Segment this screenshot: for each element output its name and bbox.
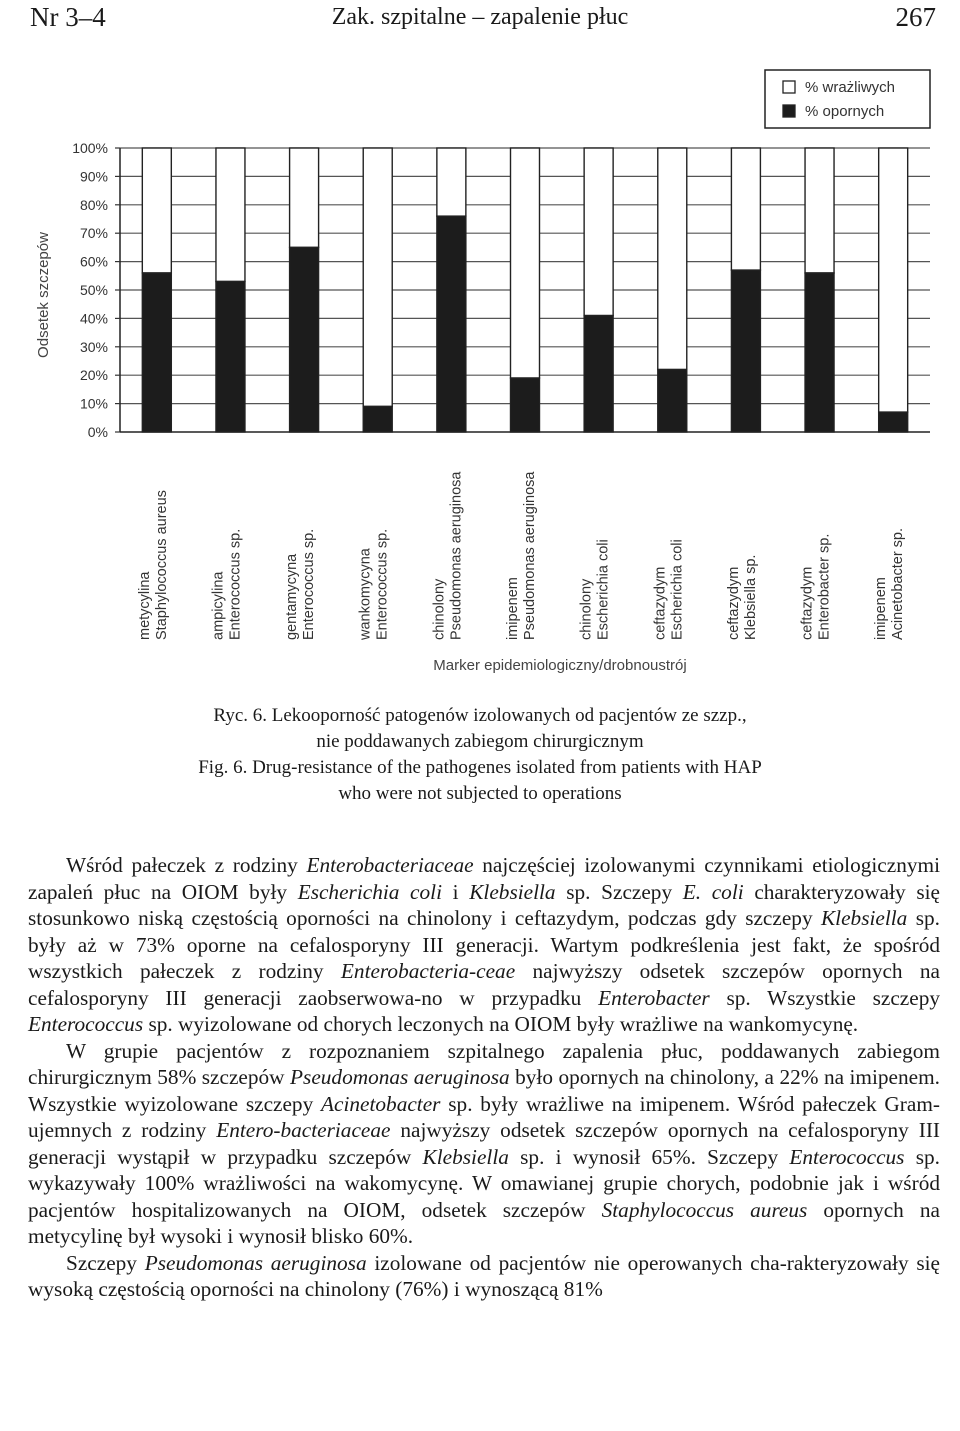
text-run: Wśród pałeczek z rodziny: [66, 853, 307, 877]
paragraph-2: [28, 1038, 940, 1250]
italic-term: Enterobacteriaceae: [306, 853, 474, 877]
y-tick-label: 60%: [79, 253, 108, 270]
x-tick-label: wankomycyna: [357, 548, 374, 640]
text-run: sp. wykazywały 100% wrażliwości na wakomycynę. W omawianej grupie chorych, podobnie jak i wśród pacjentów hospitalizowanych na OIOM, odsetek szczepów: [28, 1144, 940, 1222]
x-tick-label: Escherichia coli: [669, 539, 686, 640]
text-run: sp. były wrażliwe na imipenem. Wśród pałeczek Gram-ujemnych z rodziny: [28, 1091, 940, 1142]
bar-sensitive: [290, 148, 319, 247]
bar-resistant: [879, 412, 908, 432]
bar-sensitive: [879, 148, 908, 412]
x-tick-label: Enterobacter sp.: [816, 533, 833, 640]
text-run: sp. Szczepy: [555, 879, 683, 904]
text-run: opornych na metycylinę był wysoki i wynosił blisko 60%.: [28, 1197, 940, 1248]
chart-legend: [765, 70, 930, 128]
y-tick-label: 40%: [79, 310, 108, 327]
running-header-title: Zak. szpitalne – zapalenie płuc: [331, 4, 629, 30]
legend-swatch-resistant: [783, 105, 795, 117]
bar-sensitive: [584, 148, 613, 316]
y-tick-label: 10%: [79, 395, 108, 412]
bar-sensitive: [437, 148, 466, 216]
caption-en-line-1: Fig. 6. Drug-resistance of the pathogenes isolated from patients with HAP: [198, 757, 762, 778]
text-run: Szczepy: [66, 1250, 145, 1275]
bar-resistant: [511, 378, 540, 432]
legend-swatch-sensitive: [783, 81, 795, 93]
text-run: charakteryzowały się stosunkowo niską częstością oporności na chinolony i ceftazydym, podczas gdy szczepy: [28, 879, 940, 930]
bar-resistant: [142, 273, 171, 432]
italic-term: E. coli: [682, 879, 744, 904]
italic-term: Klebsiella: [820, 906, 908, 930]
legend-label-sensitive: % wrażliwych: [805, 79, 896, 96]
page-number: 267: [895, 2, 936, 32]
italic-term: Acinetobacter: [321, 1091, 441, 1116]
x-tick-label: ampicylina: [210, 571, 227, 640]
italic-term: Pseudomonas aeruginosa: [290, 1065, 510, 1089]
x-tick-label: metycylina: [136, 571, 153, 640]
bar-resistant: [363, 406, 392, 432]
paragraph-3: [28, 1250, 940, 1303]
y-tick-label: 100%: [72, 140, 108, 156]
y-tick-label: 70%: [79, 225, 108, 242]
x-tick-label: chinolony: [431, 578, 448, 640]
text-run: izolowane od pacjentów nie operowanych cha-rakteryzowały się wysoką częstością oporności na chinolony (76%) i wynoszącą 81%: [28, 1250, 940, 1301]
caption-pl-line-2: nie poddawanych zabiegom chirurgicznym: [316, 731, 644, 752]
x-tick-label: gentamycyna: [284, 553, 301, 640]
text-run: sp. i wynosił 65%. Szczepy: [508, 1144, 790, 1169]
caption-pl-line-1: Ryc. 6. Lekooporność patogenów izolowanych od pacjentów ze szzp.,: [213, 705, 747, 726]
bar-resistant: [658, 370, 687, 432]
bar-sensitive: [511, 148, 540, 378]
caption-en-line-2: who were not subjected to operations: [338, 783, 622, 804]
text-run: najwyższy odsetek szczepów opornych na cefalosporyny III generacji wystąpił w przypadku szczepów: [28, 1118, 940, 1169]
x-tick-label: Acinetobacter sp.: [890, 527, 907, 640]
italic-term: Enterococcus: [28, 1012, 144, 1036]
italic-term: Escherichia coli: [297, 879, 442, 904]
bar-sensitive: [731, 148, 760, 270]
text-run: i: [442, 879, 470, 904]
x-tick-labels: [137, 471, 906, 641]
resistance-bar-chart: [0, 60, 960, 685]
bar-resistant: [290, 247, 319, 432]
bar-sensitive: [216, 148, 245, 281]
x-tick-label: chinolony: [578, 578, 595, 640]
y-tick-label: 30%: [79, 338, 108, 355]
text-run: było opornych na chinolony, a 22% na imipenem. Wszystkie wyizolowane szczepy: [28, 1065, 941, 1116]
text-run: najwyższy odsetek szczepów opornych na cefalosporyny III generacji zaobserwowa-no w przypadku: [28, 959, 940, 1010]
paragraph-1: [28, 852, 940, 1038]
text-run: sp. Wszystkie szczepy: [709, 985, 940, 1010]
bar-resistant: [584, 316, 613, 432]
x-axis-title: Marker epidemiologiczny/drobnoustrój: [433, 657, 687, 674]
y-tick-label: 20%: [79, 367, 108, 384]
italic-term: Klebsiella: [422, 1144, 509, 1169]
x-tick-label: Escherichia coli: [595, 539, 612, 640]
text-run: sp. były aż w 73% oporne na cefalosporyny III generacji. Wartym podkreślenia jest fakt, że spośród wszystkich pałeczek z rodziny: [28, 906, 940, 983]
text-run: najczęściej izolowanymi czynnikami etiologicznymi zapaleń płuc na OIOM były: [28, 853, 940, 904]
text-run: sp. wyizolowane od chorych leczonych na OIOM były wrażliwe na wankomycynę.: [143, 1012, 859, 1036]
x-tick-label: ceftazydym: [652, 566, 669, 640]
bar-resistant: [216, 281, 245, 432]
legend-label-resistant: % opornych: [805, 103, 885, 120]
x-tick-label: Enterococcus sp.: [374, 528, 391, 640]
y-tick-label: 50%: [79, 282, 108, 298]
x-tick-label: imipenem: [873, 577, 890, 640]
figure-caption-english: [0, 755, 960, 807]
body-text: [28, 852, 940, 1303]
italic-term: Enterococcus: [789, 1144, 905, 1169]
italic-term: Klebsiella: [469, 879, 556, 904]
x-tick-label: Pseudomonas aeruginosa: [448, 471, 465, 640]
text-run: W grupie pacjentów z rozpoznaniem szpitalnego zapalenia płuc, poddawanych zabiegom chirurgicznym 58% szczepów: [28, 1038, 940, 1089]
y-tick-labels: [72, 140, 120, 440]
bar-sensitive: [363, 148, 392, 406]
x-tick-label: Enterococcus sp.: [301, 528, 318, 640]
x-tick-label: imipenem: [505, 577, 521, 640]
x-tick-label: Staphylococcus aureus: [153, 490, 170, 640]
bar-resistant: [805, 273, 834, 432]
italic-term: Staphylococcus aureus: [601, 1197, 808, 1222]
bar-sensitive: [658, 148, 687, 370]
italic-term: Pseudomonas aeruginosa: [144, 1250, 367, 1275]
bar-sensitive: [805, 148, 834, 273]
y-tick-label: 80%: [79, 196, 108, 213]
bar-sensitive: [142, 148, 171, 273]
running-header-left: Nr 3–4: [30, 2, 106, 32]
x-tick-label: ceftazydym: [799, 566, 816, 640]
y-tick-label: 90%: [79, 168, 108, 185]
x-tick-label: Enterococcus sp.: [227, 528, 244, 640]
italic-term: Enterobacter: [598, 985, 710, 1010]
x-tick-label: ceftazydym: [725, 566, 742, 640]
x-tick-label: Klebsiella sp.: [742, 554, 759, 640]
x-tick-label: Pseudomonas aeruginosa: [522, 471, 538, 640]
italic-term: Enterobacteria-ceae: [340, 959, 516, 983]
figure-caption-polish: [0, 703, 960, 755]
y-tick-label: 0%: [87, 424, 108, 440]
bar-resistant: [437, 216, 466, 432]
y-axis-title: Odsetek szczepów: [35, 232, 52, 358]
bar-resistant: [731, 270, 760, 432]
italic-term: Entero-bacteriaceae: [216, 1118, 391, 1142]
